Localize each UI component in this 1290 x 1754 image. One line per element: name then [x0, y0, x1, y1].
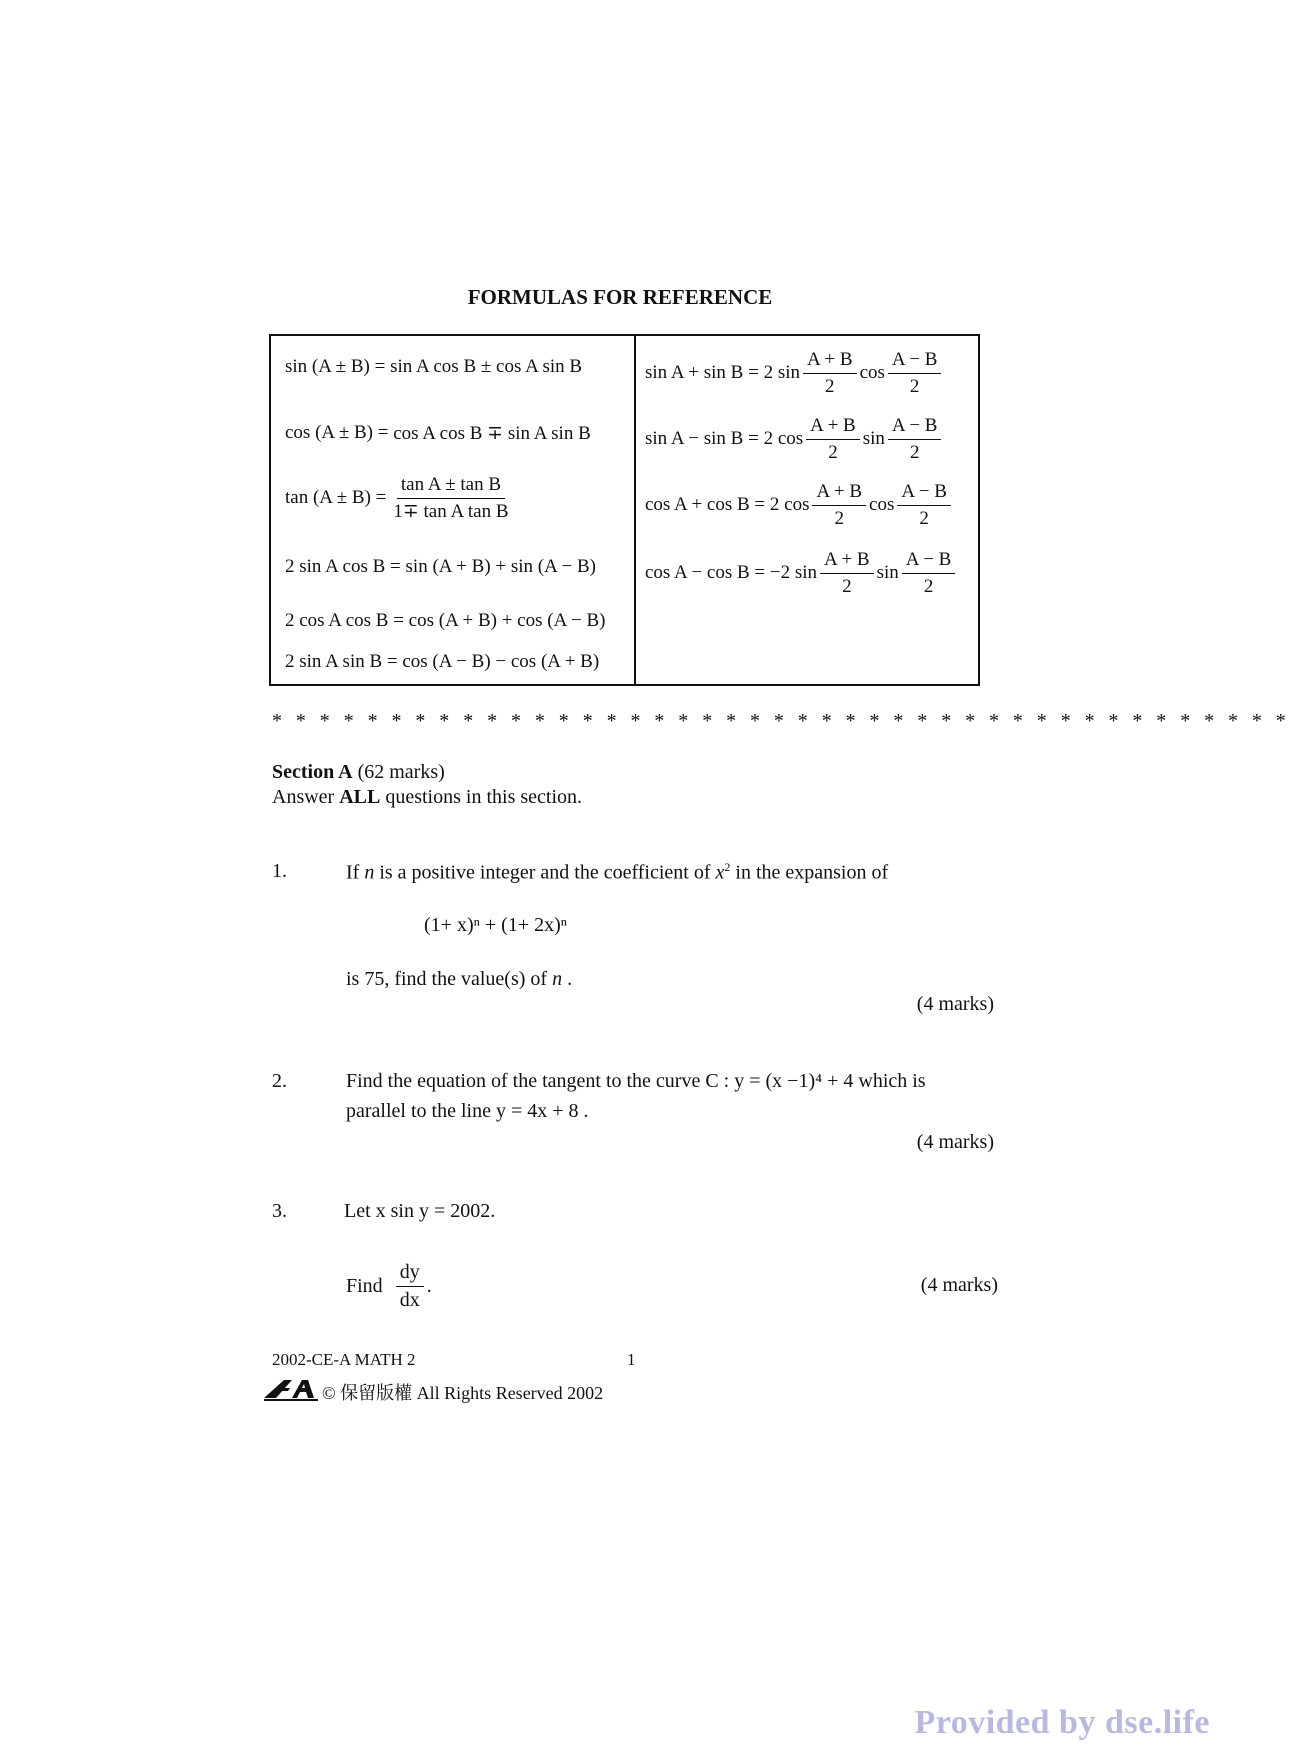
fraction-denominator: 2 [909, 441, 920, 463]
fraction [897, 482, 951, 529]
question-2-marks: (4 marks) [916, 1131, 994, 1153]
formula-cos-sum [285, 418, 591, 448]
copyright-notice: © 保留版權 All Rights Reserved 2002 [322, 1383, 604, 1403]
question-text: is 75, find the value(s) of [346, 968, 553, 990]
fraction-numerator: A − B [902, 550, 956, 574]
fraction-denominator: 2 [909, 375, 920, 397]
fraction-numerator: dy [396, 1262, 424, 1287]
formula-sin-sum-to-product [645, 344, 944, 402]
watermark: Provided by dse.life [914, 1704, 1210, 1741]
question-text: . [426, 1275, 432, 1297]
question-text: in the expansion of [730, 861, 889, 884]
fraction-denominator: 2 [923, 575, 934, 597]
formula-product-3 [285, 647, 599, 677]
section-instructions [272, 786, 582, 809]
page-number: 1 [627, 1350, 636, 1369]
formula-tan-sum [285, 468, 516, 528]
math-variable: n [552, 968, 563, 990]
formula-lhs: sin A + sin B = 2 sin [645, 362, 800, 383]
formula-trig: cos [869, 494, 895, 515]
formula-rhs: sin (A + B) + sin (A − B) [405, 556, 597, 577]
formula-lhs: cos A − cos B = −2 sin [645, 562, 818, 583]
formula-cos-sum-to-product [645, 476, 954, 534]
fraction-numerator: A + B [812, 482, 866, 506]
section-marks: (62 marks) [352, 761, 445, 783]
question-2-line-2: parallel to the line y = 4x + 8 . [346, 1100, 589, 1122]
formula-product-2 [285, 606, 605, 636]
formula-lhs: sin (A ± B) = [285, 356, 386, 377]
question-1-line-3 [346, 968, 572, 991]
fraction-numerator: A + B [806, 416, 860, 440]
section-label: Section A [272, 761, 353, 783]
fraction-denominator: 2 [842, 575, 852, 597]
fraction-denominator: 2 [825, 375, 835, 397]
fraction-numerator: A − B [888, 416, 942, 440]
formula-lhs: cos (A ± B) = [285, 422, 389, 443]
question-text: is a positive integer and the coefficient of [374, 861, 716, 884]
question-2-line-1: Find the equation of the tangent to the curve C : y = (x −1)⁴ + 4 which is [346, 1070, 926, 1092]
fraction-denominator: 2 [828, 441, 838, 463]
formula-lhs: sin A − sin B = 2 cos [645, 428, 804, 449]
star-divider: * * * * * * * * * * * * * * * * * * * * * * * * * * * * * * * * * * * * * * * * * * * [272, 710, 1290, 732]
fraction [806, 416, 860, 463]
fraction-numerator: A + B [820, 550, 874, 574]
fraction-numerator: A − B [888, 350, 942, 374]
fraction [902, 550, 956, 597]
question-1-line-1 [346, 860, 888, 885]
fraction [888, 416, 942, 463]
math-variable: n [364, 861, 375, 884]
fraction-numerator: A − B [897, 482, 951, 506]
formula-cos-diff-to-product [645, 544, 958, 602]
formula-trig: sin [876, 562, 899, 583]
page-title: FORMULAS FOR REFERENCE [467, 285, 773, 309]
section-title [272, 761, 445, 784]
formula-rhs: cos (A + B) + cos (A − B) [408, 610, 606, 631]
fraction-denominator: 2 [834, 507, 844, 529]
instruction-text: questions in this section. [380, 786, 583, 808]
fraction-denominator: 1∓ tan A tan B [393, 500, 509, 522]
formula-table [269, 334, 980, 686]
formula-sin-diff-to-product [645, 410, 944, 468]
fraction [803, 350, 857, 397]
formula-lhs: 2 sin A cos B = [285, 556, 401, 577]
table-divider [634, 336, 636, 684]
paper-code: 2002-CE-A MATH 2 [272, 1350, 416, 1369]
question-1-expression: (1+ x)ⁿ + (1+ 2x)ⁿ [424, 914, 568, 936]
formula-product-1 [285, 552, 596, 582]
fraction [389, 475, 512, 522]
fraction [820, 550, 874, 597]
question-number: 2. [272, 1070, 287, 1092]
fraction-numerator: A + B [803, 350, 857, 374]
derivative-fraction [396, 1262, 424, 1311]
math-variable: x [715, 861, 725, 884]
formula-sin-sum [285, 352, 582, 382]
formula-rhs: cos A cos B ∓ sin A sin B [393, 422, 591, 444]
question-text: Find [346, 1275, 383, 1297]
fraction-denominator: dx [399, 1289, 420, 1311]
instruction-emphasis: ALL [339, 786, 381, 808]
question-text: . [562, 968, 573, 990]
question-3-line-2 [346, 1262, 432, 1311]
formula-trig: cos [859, 362, 885, 383]
instruction-text: Answer [272, 786, 340, 808]
question-number: 1. [272, 860, 287, 882]
formula-lhs: cos A + cos B = 2 cos [645, 494, 810, 515]
formula-lhs: 2 cos A cos B = [285, 610, 404, 631]
question-text: If [346, 861, 365, 884]
formula-lhs: tan (A ± B) = [285, 487, 387, 508]
math-exponent: 2 [724, 860, 731, 874]
question-3-line-1: Let x sin y = 2002. [344, 1200, 496, 1222]
question-3-marks: (4 marks) [920, 1274, 998, 1296]
fraction-denominator: 2 [919, 507, 929, 529]
question-1-marks: (4 marks) [916, 993, 994, 1015]
question-number: 3. [272, 1200, 287, 1222]
formula-rhs: cos (A − B) − cos (A + B) [402, 651, 600, 672]
hkeaa-logo-icon [262, 1376, 322, 1402]
formula-rhs: sin A cos B ± cos A sin B [390, 356, 583, 377]
fraction [888, 350, 942, 397]
fraction-numerator: tan A ± tan B [397, 475, 505, 499]
formula-lhs: 2 sin A sin B = [285, 651, 398, 672]
formula-trig: sin [862, 428, 885, 449]
fraction [812, 482, 866, 529]
